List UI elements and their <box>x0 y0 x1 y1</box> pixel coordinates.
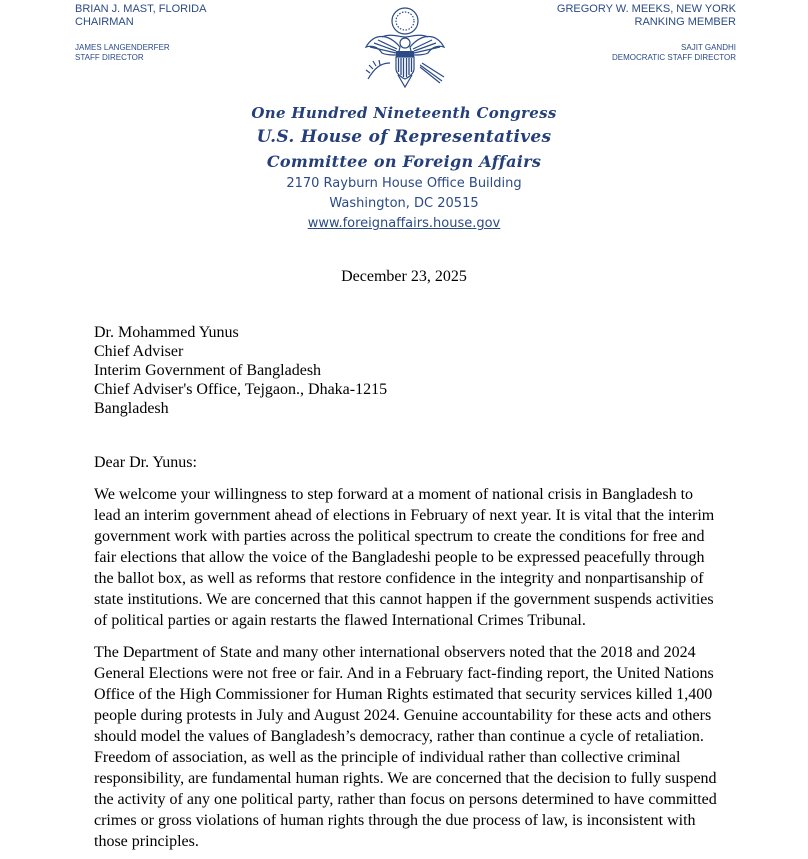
paragraph-line: state institutions. We are concerned that this cannot happen if the government suspends activities <box>94 591 714 608</box>
recipient-title: Chief Adviser <box>94 343 184 360</box>
paragraph-line: We welcome your willingness to step forward at a moment of national crisis in Bangladesh to <box>94 486 694 503</box>
recipient-name: Dr. Mohammed Yunus <box>94 324 239 341</box>
democratic-staff-director-title: DEMOCRATIC STAFF DIRECTOR <box>612 53 736 62</box>
ranking-member-name: GREGORY W. MEEKS, NEW YORK <box>556 3 736 15</box>
paragraph-line: crimes or gross violations of human rights through the due process of law, is inconsistent with <box>94 812 696 829</box>
body-paragraph-1 <box>94 484 744 631</box>
house-line: U.S. House of Representatives <box>256 127 552 147</box>
salutation: Dear Dr. Yunus: <box>94 454 197 471</box>
paragraph-line: Freedom of association, as well as the principle of individual rather than collective criminal <box>94 749 681 766</box>
paragraph-line: the ballot box, as well as reforms that restore confidence in the integrity and nonpartisanship of <box>94 570 704 587</box>
chairman-block <box>75 4 206 62</box>
paragraph-line: lead an interim government ahead of elections in February of next year. It is vital that the interim <box>94 507 715 524</box>
democratic-staff-director-name: SAJIT GANDHI <box>681 43 736 52</box>
staff-director-name: JAMES LANGENDERFER <box>75 43 170 52</box>
paragraph-line: Office of the High Commissioner for Human Rights estimated that security services killed 1,400 <box>94 686 713 703</box>
recipient-address-block <box>94 323 387 418</box>
congress-line: One Hundred Nineteenth Congress <box>251 104 557 122</box>
ranking-member-block <box>557 4 736 62</box>
letter-date: December 23, 2025 <box>341 268 467 285</box>
address-line-2: Washington, DC 20515 <box>329 196 479 211</box>
paragraph-line: people during protests in July and August 2024. Genuine accountability for these acts and others <box>94 707 712 724</box>
great-seal-eagle-icon <box>360 3 450 93</box>
body-paragraph-2 <box>94 642 744 852</box>
paragraph-line: General Elections were not free or fair. And in a February fact-finding report, the United Nations <box>94 665 714 682</box>
address-line-1: 2170 Rayburn House Office Building <box>286 176 522 191</box>
recipient-organization: Interim Government of Bangladesh <box>94 362 322 379</box>
paragraph-line: fair elections that allow the voice of the Bangladeshi people to be expressed peacefully through <box>94 549 705 566</box>
paragraph-line: responsibility, are fundamental human rights. We are concerned that the decision to fully suspend <box>94 770 717 787</box>
paragraph-line: the activity of any one political party, rather than focus on persons determined to have committed <box>94 791 717 808</box>
ranking-member-title: RANKING MEMBER <box>634 16 736 28</box>
paragraph-line: The Department of State and many other international observers noted that the 2018 and 2024 <box>94 644 696 661</box>
website-container <box>0 216 808 231</box>
website-link[interactable]: www.foreignaffairs.house.gov <box>307 216 501 231</box>
paragraph-line: of political parties or again restarts the flawed International Crimes Tribunal. <box>94 612 586 629</box>
recipient-street: Chief Adviser's Office, Tejgaon., Dhaka-1215 <box>94 381 388 398</box>
chairman-name: BRIAN J. MAST, FLORIDA <box>75 3 207 15</box>
paragraph-line: government work with parties across the political spectrum to create the conditions for free and <box>94 528 705 545</box>
recipient-country: Bangladesh <box>94 400 169 417</box>
chairman-title: CHAIRMAN <box>75 16 134 28</box>
committee-line: Committee on Foreign Affairs <box>266 152 542 171</box>
paragraph-line: should model the values of Bangladesh’s democracy, rather than continue a cycle of retaliation. <box>94 728 704 745</box>
paragraph-line: those principles. <box>94 833 199 850</box>
staff-director-title: STAFF DIRECTOR <box>75 53 144 62</box>
